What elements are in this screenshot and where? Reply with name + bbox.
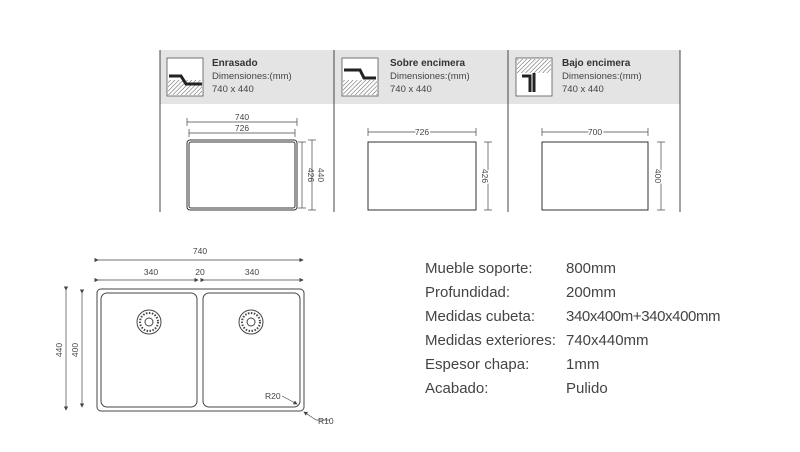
spec-label: Mueble soporte: (425, 260, 533, 277)
dim-outer-height: 440 (316, 167, 326, 183)
dim-overall-width: 740 (192, 246, 208, 256)
panel-size: 740 x 440 (212, 84, 254, 95)
spec-value: 740x440mm (566, 332, 649, 349)
panel-title: Sobre encimera (390, 58, 466, 69)
spec-row (425, 329, 720, 353)
dim-height: 426 (480, 168, 490, 184)
spec-label: Espesor chapa: (425, 356, 530, 373)
radius-outer-label: R10 (318, 416, 334, 426)
flush-mount-icon (167, 58, 203, 96)
dim-outer-width: 740 (234, 112, 250, 122)
panel-size: 740 x 440 (390, 84, 432, 95)
drain-right (239, 310, 263, 334)
dim-inner-width: 726 (234, 123, 250, 133)
panel-top-mount (342, 58, 492, 210)
dim-bowl-right-width: 340 (244, 267, 260, 277)
cutout-outline (368, 142, 476, 210)
spec-value: 340x400m+340x400mm (566, 308, 721, 325)
spec-label: Medidas cubeta: (425, 308, 536, 325)
panel-subtitle: Dimensiones:(mm) (390, 71, 470, 82)
sink-outline-inner (189, 142, 295, 208)
spec-value: 200mm (566, 284, 617, 301)
spec-row (425, 281, 720, 305)
dim-width: 726 (414, 127, 430, 137)
spec-label: Acabado: (425, 380, 489, 397)
drain-left (137, 310, 161, 334)
spec-label: Medidas exteriores: (425, 332, 556, 349)
dim-bowl-left-width: 340 (143, 267, 159, 277)
panel-size: 740 x 440 (562, 84, 604, 95)
spec-list (425, 257, 720, 401)
sink-outline-outer (187, 140, 297, 210)
spec-row (425, 257, 720, 281)
sink-technical-drawing (54, 246, 334, 426)
dim-divider-width: 20 (195, 267, 205, 277)
dim-overall-height: 440 (54, 342, 64, 358)
spec-row (425, 305, 720, 329)
dim-inner-height: 426 (306, 167, 316, 183)
spec-value: 800mm (566, 260, 617, 277)
installation-panels (160, 50, 680, 212)
spec-label: Profundidad: (425, 284, 511, 301)
cutout-outline (542, 142, 648, 210)
panel-subtitle: Dimensiones:(mm) (562, 71, 642, 82)
top-mount-icon (342, 58, 378, 96)
spec-row (425, 353, 720, 377)
panel-title: Bajo encimera (562, 58, 631, 69)
dim-bowl-height: 400 (70, 342, 80, 358)
radius-inner-label: R20 (265, 391, 281, 401)
dim-height: 400 (653, 168, 663, 184)
undermount-icon (516, 58, 552, 96)
panel-subtitle: Dimensiones:(mm) (212, 71, 292, 82)
panel-title: Enrasado (212, 58, 258, 69)
spec-value: 1mm (566, 356, 600, 373)
spec-value: Pulido (566, 380, 608, 397)
spec-row (425, 377, 720, 401)
dim-width: 700 (587, 127, 603, 137)
